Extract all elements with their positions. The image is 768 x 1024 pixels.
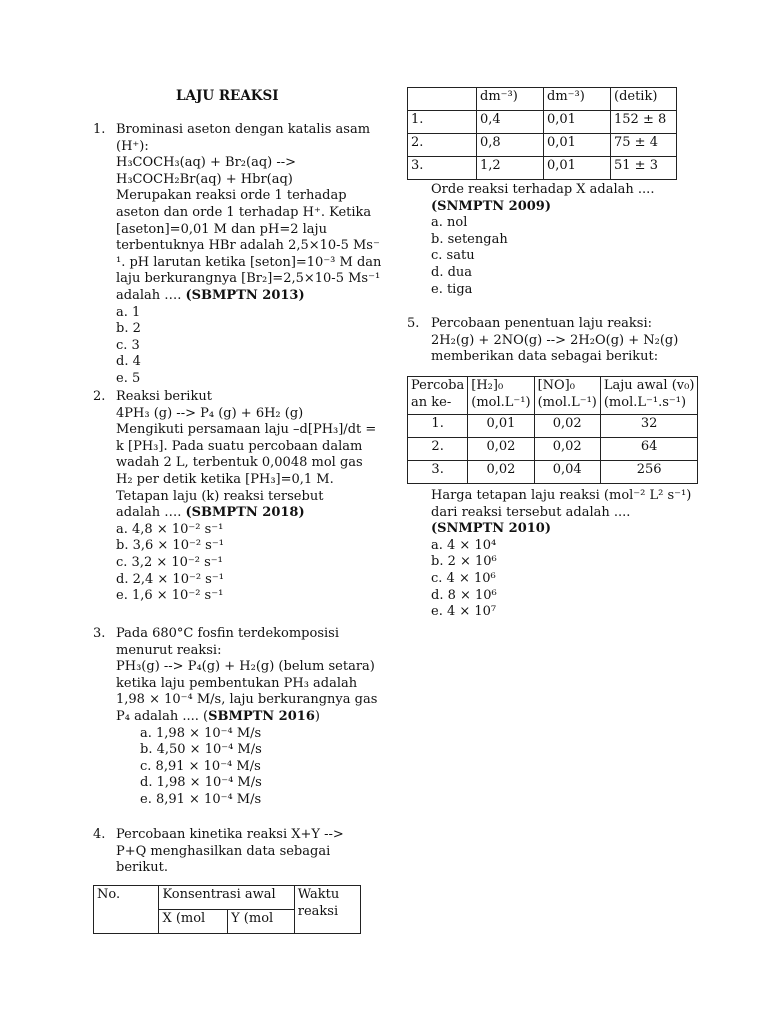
q4-line: P+Q menghasilkan data sebagai: [116, 843, 331, 859]
q1-source: (SBMPTN 2013): [185, 287, 305, 303]
q5-cell: 0,01: [468, 415, 534, 438]
q5-cell: 0,02: [468, 438, 534, 461]
table-row: [408, 111, 677, 134]
q4-cell: 51 ± 3: [611, 157, 677, 180]
q4-th-waktu-1: Waktu: [297, 887, 340, 902]
q4-cell: 75 ± 4: [611, 134, 677, 157]
q3-line: 1,98 × 10⁻⁴ M/s, laju berkurangnya gas: [116, 692, 378, 708]
q5-cell: 64: [600, 438, 698, 461]
q4-line: berikut.: [116, 860, 168, 876]
q4-table-cont: [407, 87, 677, 180]
q5-th-line: (mol.L⁻¹): [471, 394, 531, 410]
q5-cell: 32: [600, 415, 698, 438]
q4-unit-cell: (detik): [611, 88, 677, 111]
q5-cell: 0,02: [534, 438, 600, 461]
q4-cell: 1,2: [477, 157, 544, 180]
q1-option: b. 2: [116, 321, 141, 337]
table-row: [408, 157, 677, 180]
q4-cell: 0,01: [544, 157, 611, 180]
q2-option: b. 3,6 × 10⁻² s⁻¹: [116, 538, 224, 554]
q5-cell: 0,02: [534, 415, 600, 438]
q1-number: 1.: [93, 122, 106, 137]
q4-cell: 0,01: [544, 111, 611, 134]
q2-line: 4PH₃ (g) --> P₄ (g) + 6H₂ (g): [116, 405, 304, 421]
q5-cell: 0,04: [534, 461, 600, 484]
q4-cell: 3.: [408, 157, 477, 180]
q5-th: [600, 377, 698, 415]
q1-body: [116, 122, 381, 388]
q1-option: d. 4: [116, 354, 141, 370]
q5-cell: 256: [600, 461, 698, 484]
table-row: [408, 438, 698, 461]
q2-option: a. 4,8 × 10⁻² s⁻¹: [116, 521, 224, 537]
q2-line: Tetapan laju (k) reaksi tersebut: [116, 488, 324, 504]
q4-option: c. satu: [431, 248, 475, 264]
table-row: [408, 134, 677, 157]
q3-option: b. 4,50 × 10⁻⁴ M/s: [140, 742, 262, 758]
q4-question-block: [431, 182, 654, 298]
q5-body: [431, 316, 678, 366]
q5-option: a. 4 × 10⁴: [431, 537, 497, 553]
q4-line: Percobaan kinetika reaksi X+Y -->: [116, 827, 344, 842]
q4-table-head: [93, 885, 361, 934]
q5-th-line: (mol.L⁻¹.s⁻¹): [603, 394, 687, 410]
q3-last-line: [116, 709, 377, 726]
q2-option: d. 2,4 × 10⁻² s⁻¹: [116, 571, 224, 587]
q1-line: laju berkurangnya [Br₂]=2,5×10-5 Ms⁻¹: [116, 271, 381, 287]
q4-cell: 0,4: [477, 111, 544, 134]
q3-line: Pada 680°C fosfin terdekomposisi: [116, 626, 339, 641]
q3-option: c. 8,91 × 10⁻⁴ M/s: [140, 758, 261, 774]
q1-line: ¹. pH larutan ketika [seton]=10⁻³ M dan: [116, 254, 382, 270]
q5-th: [408, 377, 468, 415]
q4-cell: 0,8: [477, 134, 544, 157]
q2-body: [116, 389, 376, 605]
q5-table: [407, 376, 698, 484]
q1-option: a. 1: [116, 304, 141, 320]
q5-after-block: [431, 488, 691, 621]
q1-text: adalah ….: [116, 287, 186, 303]
q2-line: wadah 2 L, terbentuk 0,0048 mol gas: [116, 455, 363, 471]
q2-option: c. 3,2 × 10⁻² s⁻¹: [116, 554, 223, 570]
table-row: [408, 415, 698, 438]
q5-th-line: [NO]₀: [537, 378, 575, 393]
table-row: [408, 461, 698, 484]
q3-option: a. 1,98 × 10⁻⁴ M/s: [140, 725, 262, 741]
q5-source: (SNMPTN 2010): [431, 521, 552, 537]
q5-option: d. 8 × 10⁶: [431, 587, 497, 603]
q3-option: e. 8,91 × 10⁻⁴ M/s: [140, 791, 262, 807]
q1-line: [aseton]=0,01 M dan pH=2 laju: [116, 221, 327, 237]
q5-th-line: Percoba: [411, 378, 465, 393]
q1-line: terbentuknya HBr adalah 2,5×10-5 Ms⁻: [116, 238, 380, 254]
q5-cell: 1.: [408, 415, 468, 438]
q3-option: d. 1,98 × 10⁻⁴ M/s: [140, 775, 262, 791]
q5-th-line: an ke-: [411, 394, 452, 410]
q2-line: Mengikuti persamaan laju –d[PH₃]/dt =: [116, 422, 377, 438]
q4-unit-cell: dm⁻³): [544, 88, 611, 111]
q3-number: 3.: [93, 626, 106, 641]
q4-th-waktu: [294, 886, 360, 934]
q4-body: [116, 827, 344, 877]
q2-number: 2.: [93, 389, 106, 404]
q4-unit-cell: dm⁻³): [477, 88, 544, 111]
q3-text: P₄ adalah .... (: [116, 708, 209, 724]
q4-option: d. dua: [431, 264, 473, 280]
q1-line: H₃COCH₂Br(aq) + Hbr(aq): [116, 171, 293, 187]
q4-unit-cell: [408, 88, 477, 111]
q4-th-waktu-2: reaksi: [297, 903, 339, 919]
page-title: LAJU REAKSI: [176, 88, 279, 104]
q3-line: menurut reaksi:: [116, 642, 222, 658]
q5-th-line: (mol.L⁻¹): [537, 394, 597, 410]
q1-last-line: [116, 288, 381, 305]
q4-th-x: X (mol: [159, 910, 228, 934]
q4-option: b. setengah: [431, 231, 508, 247]
q5-th-line: [H₂]₀: [471, 378, 504, 393]
q4-cell: 0,01: [544, 134, 611, 157]
q2-line: k [PH₃]. Pada suatu percobaan dalam: [116, 438, 363, 454]
q2-source: (SBMPTN 2018): [185, 505, 305, 521]
q4-cell: 152 ± 8: [611, 111, 677, 134]
q3-tail: ): [314, 708, 320, 724]
q5-option: c. 4 × 10⁶: [431, 570, 496, 586]
q4-th-no: No.: [94, 886, 159, 934]
q5-option: b. 2 × 10⁶: [431, 554, 497, 570]
q1-line: Brominasi aseton dengan katalis asam: [116, 122, 371, 137]
q4-th-y: Y (mol: [228, 910, 295, 934]
q4-source: (SNMPTN 2009): [431, 198, 552, 214]
q5-after-line: dari reaksi tersebut adalah ....: [431, 504, 631, 520]
q5-cell: 2.: [408, 438, 468, 461]
q4-option: e. tiga: [431, 281, 473, 297]
q1-line: (H⁺):: [116, 138, 149, 154]
q3-body: [116, 626, 377, 809]
q1-option: c. 3: [116, 337, 140, 353]
q5-option: e. 4 × 10⁷: [431, 604, 497, 620]
q1-line: Merupakan reaksi orde 1 terhadap: [116, 188, 347, 204]
q4-cell: 1.: [408, 111, 477, 134]
q3-options: [116, 726, 377, 809]
q5-cell: 0,02: [468, 461, 534, 484]
q5-th: [468, 377, 534, 415]
q2-option: e. 1,6 × 10⁻² s⁻¹: [116, 588, 224, 604]
q3-source: SBMPTN 2016: [208, 708, 315, 724]
q5-after-line: Harga tetapan laju reaksi (mol⁻² L² s⁻¹): [431, 488, 692, 503]
q2-text: adalah ….: [116, 505, 186, 521]
q5-line: 2H₂(g) + 2NO(g) --> 2H₂O(g) + N₂(g): [431, 332, 679, 348]
q5-number: 5.: [407, 316, 420, 331]
q4-th-konsentrasi: Konsentrasi awal: [159, 886, 294, 910]
q5-line: memberikan data sebagai berikut:: [431, 349, 659, 365]
q1-option: e. 5: [116, 370, 141, 386]
q5-th-line: Laju awal (v₀): [603, 378, 695, 393]
q4-number: 4.: [93, 827, 106, 842]
q4-question: Orde reaksi terhadap X adalah ....: [431, 182, 655, 197]
q5-th: [534, 377, 600, 415]
q2-line: H₂ per detik ketika [PH₃]=0,1 M.: [116, 471, 334, 487]
q1-line: H₃COCH₃(aq) + Br₂(aq) -->: [116, 155, 297, 171]
q5-line: Percobaan penentuan laju reaksi:: [431, 316, 652, 331]
q2-last-line: [116, 505, 376, 522]
q3-line: ketika laju pembentukan PH₃ adalah: [116, 675, 358, 691]
q3-line: PH₃(g) --> P₄(g) + H₂(g) (belum setara): [116, 659, 375, 675]
q4-option: a. nol: [431, 215, 468, 231]
q5-cell: 3.: [408, 461, 468, 484]
q1-line: aseton dan orde 1 terhadap H⁺. Ketika: [116, 204, 372, 220]
q4-cell: 2.: [408, 134, 477, 157]
q2-line: Reaksi berikut: [116, 389, 212, 404]
